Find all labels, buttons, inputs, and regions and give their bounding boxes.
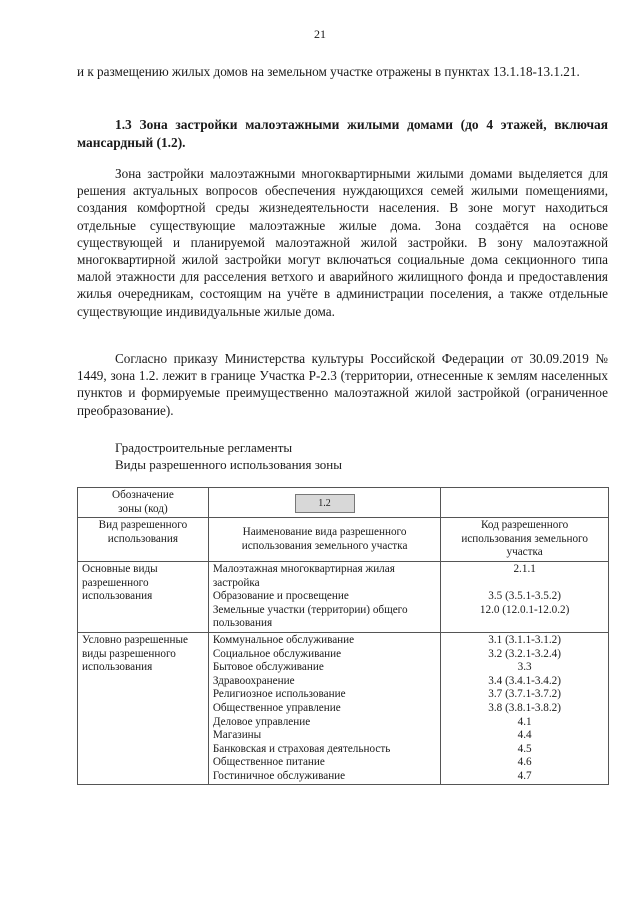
list-item: Образование и просвещение — [212, 590, 349, 603]
list-item: Гостиничное обслуживание — [212, 769, 346, 782]
list-item: Деловое управление — [212, 715, 311, 728]
list-item: 4.7 — [517, 769, 532, 782]
header-use-type: Вид разрешенного использования — [78, 518, 209, 562]
list-item: 3.7 (3.7.1-3.7.2) — [488, 688, 561, 701]
list-item: 3.1 (3.1.1-3.1.2) — [488, 633, 561, 646]
intro-paragraph: и к размещению жилых домов на земельном участке отражены в пунктах 13.1.18-13.1.21. — [77, 64, 580, 79]
list-item: 4.1 — [517, 715, 532, 728]
zone-code-row — [78, 488, 609, 518]
regulations-caption: Градостроительные регламенты — [115, 440, 293, 455]
list-item: Религиозное использование — [212, 688, 346, 701]
zone-description-paragraph: Зона застройки малоэтажными многоквартирными жилыми домами выделяется для решения актуальных вопросов обеспечения нуждающихся семей жилыми помещениями, создания комфортной среды жизнедеятельности населения. В зоне могут находиться отдельные существующие малоэтажные жилые дома. Зона создаётся на основе существующей и планируемой малоэтажной жилой застройки. В зону малоэтажной многоквартирной жилой застройки могут включаться социальные дома секционного типа малой этажности для расселения ветхого и аварийного жилищного фонда и предоставления жилья очередникам, состоящим на учёте в администрации поселения, а также отдельные существующие индивидуальные жилые дома. — [77, 166, 608, 319]
header-use-name: Наименование вида разрешенного использования земельного участка — [208, 518, 440, 562]
spacer — [445, 577, 604, 591]
list-item: 4.6 — [517, 756, 532, 769]
codes-main-cell — [441, 561, 609, 632]
header-use-code: Код разрешенного использования земельного участка — [441, 518, 609, 562]
list-item: Общественное управление — [212, 701, 341, 714]
list-item: 2.1.1 — [513, 562, 536, 575]
list-item: 3.3 — [517, 661, 532, 674]
list-item: 4.4 — [517, 729, 532, 742]
list-item: Социальное обслуживание — [212, 647, 342, 660]
section-heading: 1.3 Зона застройки малоэтажными жилыми домами (до 4 этажей, включая мансардный (1.2). — [77, 117, 608, 150]
zone-code-empty-cell — [441, 488, 609, 518]
zone-code-label-cell — [78, 488, 209, 518]
list-item: 3.5 (3.5.1-3.5.2) — [488, 590, 561, 603]
list-item: Магазины — [212, 729, 262, 742]
zone-code-value-cell — [208, 488, 440, 518]
list-item: 4.5 — [517, 742, 532, 755]
list-item: 3.2 (3.2.1-3.2.4) — [488, 647, 561, 660]
list-item: Общественное питание — [212, 756, 325, 769]
list-item: 12.0 (12.0.1-12.0.2) — [479, 603, 570, 616]
list-item: Малоэтажная многоквартирная жилая застройка — [212, 562, 395, 589]
list-item: Здравоохранение — [212, 674, 295, 687]
zone-code-label-line-2: зоны (код) — [118, 502, 168, 515]
category-main-uses: Основные виды разрешенного использования — [78, 561, 209, 632]
list-item: 3.8 (3.8.1-3.8.2) — [488, 701, 561, 714]
list-item: Банковская и страховая деятельность — [212, 742, 391, 755]
page-number: 21 — [314, 27, 326, 41]
table-row-conditional-uses — [78, 632, 609, 785]
list-item: Бытовое обслуживание — [212, 661, 324, 674]
permitted-uses-table — [77, 487, 609, 785]
zone-code-label-line-1: Обозначение — [111, 489, 174, 501]
list-item: Коммунальное обслуживание — [212, 633, 355, 646]
list-item: 3.4 (3.4.1-3.4.2) — [488, 674, 561, 687]
uses-main-cell — [208, 561, 440, 632]
ministry-order-paragraph: Согласно приказу Министерства культуры Российской Федерации от 30.09.2019 № 1449, зона 1.2. лежит в границе Участка Р-2.3 (территории, отнесенные к землям населенных пунктов и формируемые преимущественно малоэтажной жилой застройкой (ограниченное преобразование). — [77, 351, 608, 418]
list-item: Земельные участки (территории) общего пользования — [212, 603, 408, 630]
zone-code-value: 1.2 — [295, 494, 355, 513]
uses-conditional-cell — [208, 632, 440, 785]
table-header-row — [78, 518, 609, 562]
permitted-uses-caption: Виды разрешенного использования зоны — [115, 457, 342, 472]
category-conditional-uses: Условно разрешенные виды разрешенного использования — [78, 632, 209, 785]
codes-conditional-cell — [441, 632, 609, 785]
table-row-main-uses — [78, 561, 609, 632]
